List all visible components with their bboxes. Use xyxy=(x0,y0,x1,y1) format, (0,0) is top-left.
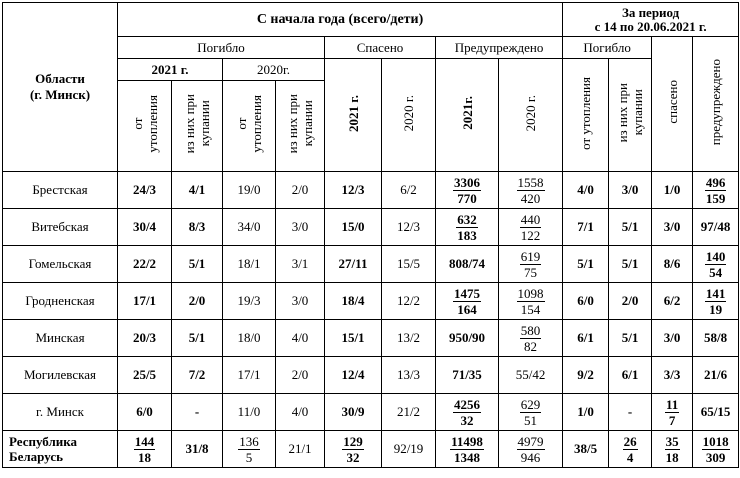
fraction xyxy=(705,286,727,317)
cell-d20u: 18/0 xyxy=(223,320,276,357)
region-name: Гродненская xyxy=(3,283,118,320)
cell-p21: 950/90 xyxy=(436,320,499,357)
cell-pu: 6/0 xyxy=(563,283,609,320)
denominator: 32 xyxy=(460,412,474,428)
fraction xyxy=(520,212,542,243)
fraction xyxy=(665,397,679,428)
denominator: 122 xyxy=(520,227,541,243)
cell-ps xyxy=(652,394,693,431)
denominator: 7 xyxy=(668,412,676,428)
cell-d21k: 2/0 xyxy=(172,283,223,320)
cell-d21u: 25/5 xyxy=(118,357,172,394)
region-name: Витебская xyxy=(3,209,118,246)
denominator: 770 xyxy=(457,190,477,206)
cell-pp xyxy=(693,172,739,209)
period-bathing-header: из них при купании xyxy=(609,59,652,172)
numerator: 440 xyxy=(520,211,541,227)
fraction xyxy=(520,323,542,354)
prevented-2021-header: 2021г. xyxy=(436,59,499,172)
cell-pu: 7/1 xyxy=(563,209,609,246)
numerator: 580 xyxy=(520,322,541,338)
died-2020-header: 2020г. xyxy=(223,59,325,81)
table-body xyxy=(3,172,739,468)
cell-pk: 6/1 xyxy=(609,357,652,394)
cell-ps xyxy=(652,431,693,468)
fraction xyxy=(453,175,481,206)
numerator: 619 xyxy=(520,248,541,264)
cell-d21k: 8/3 xyxy=(172,209,223,246)
fraction xyxy=(456,212,478,243)
cell-pu: 9/2 xyxy=(563,357,609,394)
cell-d21u: 24/3 xyxy=(118,172,172,209)
cell-s21: 12/4 xyxy=(325,357,382,394)
numerator: 629 xyxy=(520,396,541,412)
fraction xyxy=(702,434,730,465)
fraction xyxy=(453,397,481,428)
cell-pp: 21/6 xyxy=(693,357,739,394)
cell-p20 xyxy=(499,246,563,283)
fraction xyxy=(450,434,484,465)
cell-s20: 21/2 xyxy=(382,394,436,431)
fraction xyxy=(342,434,364,465)
period-prevented-header: предупреждено xyxy=(693,37,739,172)
fraction xyxy=(520,249,542,280)
numerator: 141 xyxy=(705,285,726,301)
cell-s20: 12/3 xyxy=(382,209,436,246)
cell-d20u: 18/1 xyxy=(223,246,276,283)
cell-p20 xyxy=(499,172,563,209)
since-year-header: С начала года (всего/дети) xyxy=(118,3,563,37)
fraction xyxy=(134,434,156,465)
cell-d20u: 34/0 xyxy=(223,209,276,246)
cell-p21: 71/35 xyxy=(436,357,499,394)
numerator: 11498 xyxy=(451,433,483,449)
cell-d21k: 5/1 xyxy=(172,246,223,283)
fraction xyxy=(453,286,481,317)
denominator: 183 xyxy=(457,227,477,243)
cell-ps: 1/0 xyxy=(652,172,693,209)
cell-ps: 3/0 xyxy=(652,320,693,357)
fraction xyxy=(520,397,542,428)
cell-d20k: 4/0 xyxy=(276,394,325,431)
cell-d20k: 4/0 xyxy=(276,320,325,357)
denominator: 154 xyxy=(520,301,541,317)
cell-ps: 6/2 xyxy=(652,283,693,320)
saved-2021-header: 2021 г. xyxy=(325,59,382,172)
denominator: 4 xyxy=(626,449,634,465)
fraction xyxy=(705,249,727,280)
prevented-header: Предупреждено xyxy=(436,37,563,59)
period-drowning-header: от утопления xyxy=(563,59,609,172)
cell-s20: 13/2 xyxy=(382,320,436,357)
region-name: Брестская xyxy=(3,172,118,209)
died-period-header: Погибло xyxy=(563,37,652,59)
cell-pk: 5/1 xyxy=(609,209,652,246)
denominator: 420 xyxy=(520,190,541,206)
died-2021-drowning-header: от утопления xyxy=(118,81,172,172)
cell-d20u: 17/1 xyxy=(223,357,276,394)
period-saved-header: спасено xyxy=(652,37,693,172)
cell-pk: 5/1 xyxy=(609,320,652,357)
cell-pp xyxy=(693,431,739,468)
region-name: Республика Беларусь xyxy=(3,431,118,468)
denominator: 164 xyxy=(457,301,477,317)
fraction xyxy=(517,286,545,317)
cell-s21: 15/1 xyxy=(325,320,382,357)
numerator: 1475 xyxy=(454,285,480,301)
table-row xyxy=(3,172,739,209)
denominator: 82 xyxy=(524,338,538,354)
numerator: 129 xyxy=(343,433,363,449)
period-header: За период с 14 по 20.06.2021 г. xyxy=(563,3,739,37)
areas-header: Области (г. Минск) xyxy=(3,3,118,172)
numerator: 4256 xyxy=(454,396,480,412)
cell-s20: 92/19 xyxy=(382,431,436,468)
cell-ps: 3/3 xyxy=(652,357,693,394)
numerator: 1098 xyxy=(517,285,544,301)
cell-s21: 15/0 xyxy=(325,209,382,246)
numerator: 144 xyxy=(134,433,155,449)
cell-pk: 2/0 xyxy=(609,283,652,320)
denominator: 75 xyxy=(524,264,538,280)
cell-pk: 5/1 xyxy=(609,246,652,283)
cell-s20: 13/3 xyxy=(382,357,436,394)
numerator: 11 xyxy=(665,396,679,412)
cell-pp: 97/48 xyxy=(693,209,739,246)
region-name: г. Минск xyxy=(3,394,118,431)
cell-d21k: 4/1 xyxy=(172,172,223,209)
denominator: 1348 xyxy=(453,449,480,465)
cell-d21u: 17/1 xyxy=(118,283,172,320)
cell-s21: 27/11 xyxy=(325,246,382,283)
numerator: 496 xyxy=(705,174,726,190)
saved-header: Спасено xyxy=(325,37,436,59)
denominator: 19 xyxy=(709,301,723,317)
cell-pp xyxy=(693,283,739,320)
cell-d20u xyxy=(223,431,276,468)
cell-p20 xyxy=(499,209,563,246)
cell-d21u: 20/3 xyxy=(118,320,172,357)
saved-2020-header: 2020 г. xyxy=(382,59,436,172)
numerator: 136 xyxy=(239,433,259,449)
cell-d20k: 3/0 xyxy=(276,209,325,246)
cell-s20: 6/2 xyxy=(382,172,436,209)
fraction xyxy=(705,175,727,206)
cell-pu: 38/5 xyxy=(563,431,609,468)
cell-pu: 1/0 xyxy=(563,394,609,431)
cell-p21: 808/74 xyxy=(436,246,499,283)
cell-p20 xyxy=(499,431,563,468)
cell-pk: 3/0 xyxy=(609,172,652,209)
cell-d21k: 31/8 xyxy=(172,431,223,468)
cell-d20u: 11/0 xyxy=(223,394,276,431)
cell-pp: 65/15 xyxy=(693,394,739,431)
cell-s20: 15/5 xyxy=(382,246,436,283)
prevented-2020-header: 2020 г. xyxy=(499,59,563,172)
cell-d20u: 19/3 xyxy=(223,283,276,320)
denominator: 51 xyxy=(524,412,538,428)
cell-d21u: 30/4 xyxy=(118,209,172,246)
table-row xyxy=(3,209,739,246)
numerator: 3306 xyxy=(454,174,480,190)
table-row xyxy=(3,320,739,357)
cell-d21u xyxy=(118,431,172,468)
numerator: 140 xyxy=(705,248,726,264)
numerator: 35 xyxy=(665,433,679,449)
cell-d21u: 22/2 xyxy=(118,246,172,283)
cell-p21 xyxy=(436,209,499,246)
cell-ps: 8/6 xyxy=(652,246,693,283)
died-2020-drowning-header: от утопления xyxy=(223,81,276,172)
cell-d21u: 6/0 xyxy=(118,394,172,431)
cell-d20k: 21/1 xyxy=(276,431,325,468)
cell-p20 xyxy=(499,394,563,431)
cell-d21k: - xyxy=(172,394,223,431)
cell-p21 xyxy=(436,283,499,320)
cell-d20k: 3/1 xyxy=(276,246,325,283)
table-row xyxy=(3,357,739,394)
cell-pk: - xyxy=(609,394,652,431)
fraction xyxy=(517,434,545,465)
died-2021-header: 2021 г. xyxy=(118,59,223,81)
cell-ps: 3/0 xyxy=(652,209,693,246)
cell-s21: 18/4 xyxy=(325,283,382,320)
cell-d20u: 19/0 xyxy=(223,172,276,209)
cell-d21k: 7/2 xyxy=(172,357,223,394)
died-header: Погибло xyxy=(118,37,325,59)
cell-pu: 5/1 xyxy=(563,246,609,283)
denominator: 946 xyxy=(520,449,541,465)
cell-p20 xyxy=(499,283,563,320)
cell-p21 xyxy=(436,394,499,431)
cell-s21: 12/3 xyxy=(325,172,382,209)
cell-pu: 6/1 xyxy=(563,320,609,357)
cell-p21 xyxy=(436,172,499,209)
cell-s20: 12/2 xyxy=(382,283,436,320)
numerator: 4979 xyxy=(517,433,544,449)
region-name: Гомельская xyxy=(3,246,118,283)
cell-pu: 4/0 xyxy=(563,172,609,209)
cell-pp xyxy=(693,246,739,283)
denominator: 32 xyxy=(346,449,360,465)
table-row xyxy=(3,283,739,320)
statistics-table xyxy=(2,2,739,468)
region-name: Минская xyxy=(3,320,118,357)
cell-pk xyxy=(609,431,652,468)
fraction xyxy=(517,175,545,206)
cell-d20k: 3/0 xyxy=(276,283,325,320)
numerator: 26 xyxy=(623,433,637,449)
denominator: 5 xyxy=(245,449,253,465)
cell-d20k: 2/0 xyxy=(276,172,325,209)
numerator: 632 xyxy=(457,211,477,227)
numerator: 1018 xyxy=(702,433,729,449)
numerator: 1558 xyxy=(517,174,544,190)
cell-s21: 30/9 xyxy=(325,394,382,431)
denominator: 159 xyxy=(705,190,726,206)
cell-p20 xyxy=(499,320,563,357)
cell-p20: 55/42 xyxy=(499,357,563,394)
denominator: 18 xyxy=(665,449,679,465)
died-2020-bathing-header: из них при купании xyxy=(276,81,325,172)
table-row xyxy=(3,246,739,283)
table-row xyxy=(3,394,739,431)
total-row xyxy=(3,431,739,468)
died-2021-bathing-header: из них при купании xyxy=(172,81,223,172)
fraction xyxy=(238,434,260,465)
denominator: 309 xyxy=(705,449,726,465)
cell-s21 xyxy=(325,431,382,468)
region-name: Могилевская xyxy=(3,357,118,394)
fraction xyxy=(623,434,638,465)
cell-p21 xyxy=(436,431,499,468)
fraction xyxy=(665,434,680,465)
denominator: 18 xyxy=(138,449,151,465)
denominator: 54 xyxy=(709,264,723,280)
cell-d20k: 2/0 xyxy=(276,357,325,394)
cell-pp: 58/8 xyxy=(693,320,739,357)
cell-d21k: 5/1 xyxy=(172,320,223,357)
